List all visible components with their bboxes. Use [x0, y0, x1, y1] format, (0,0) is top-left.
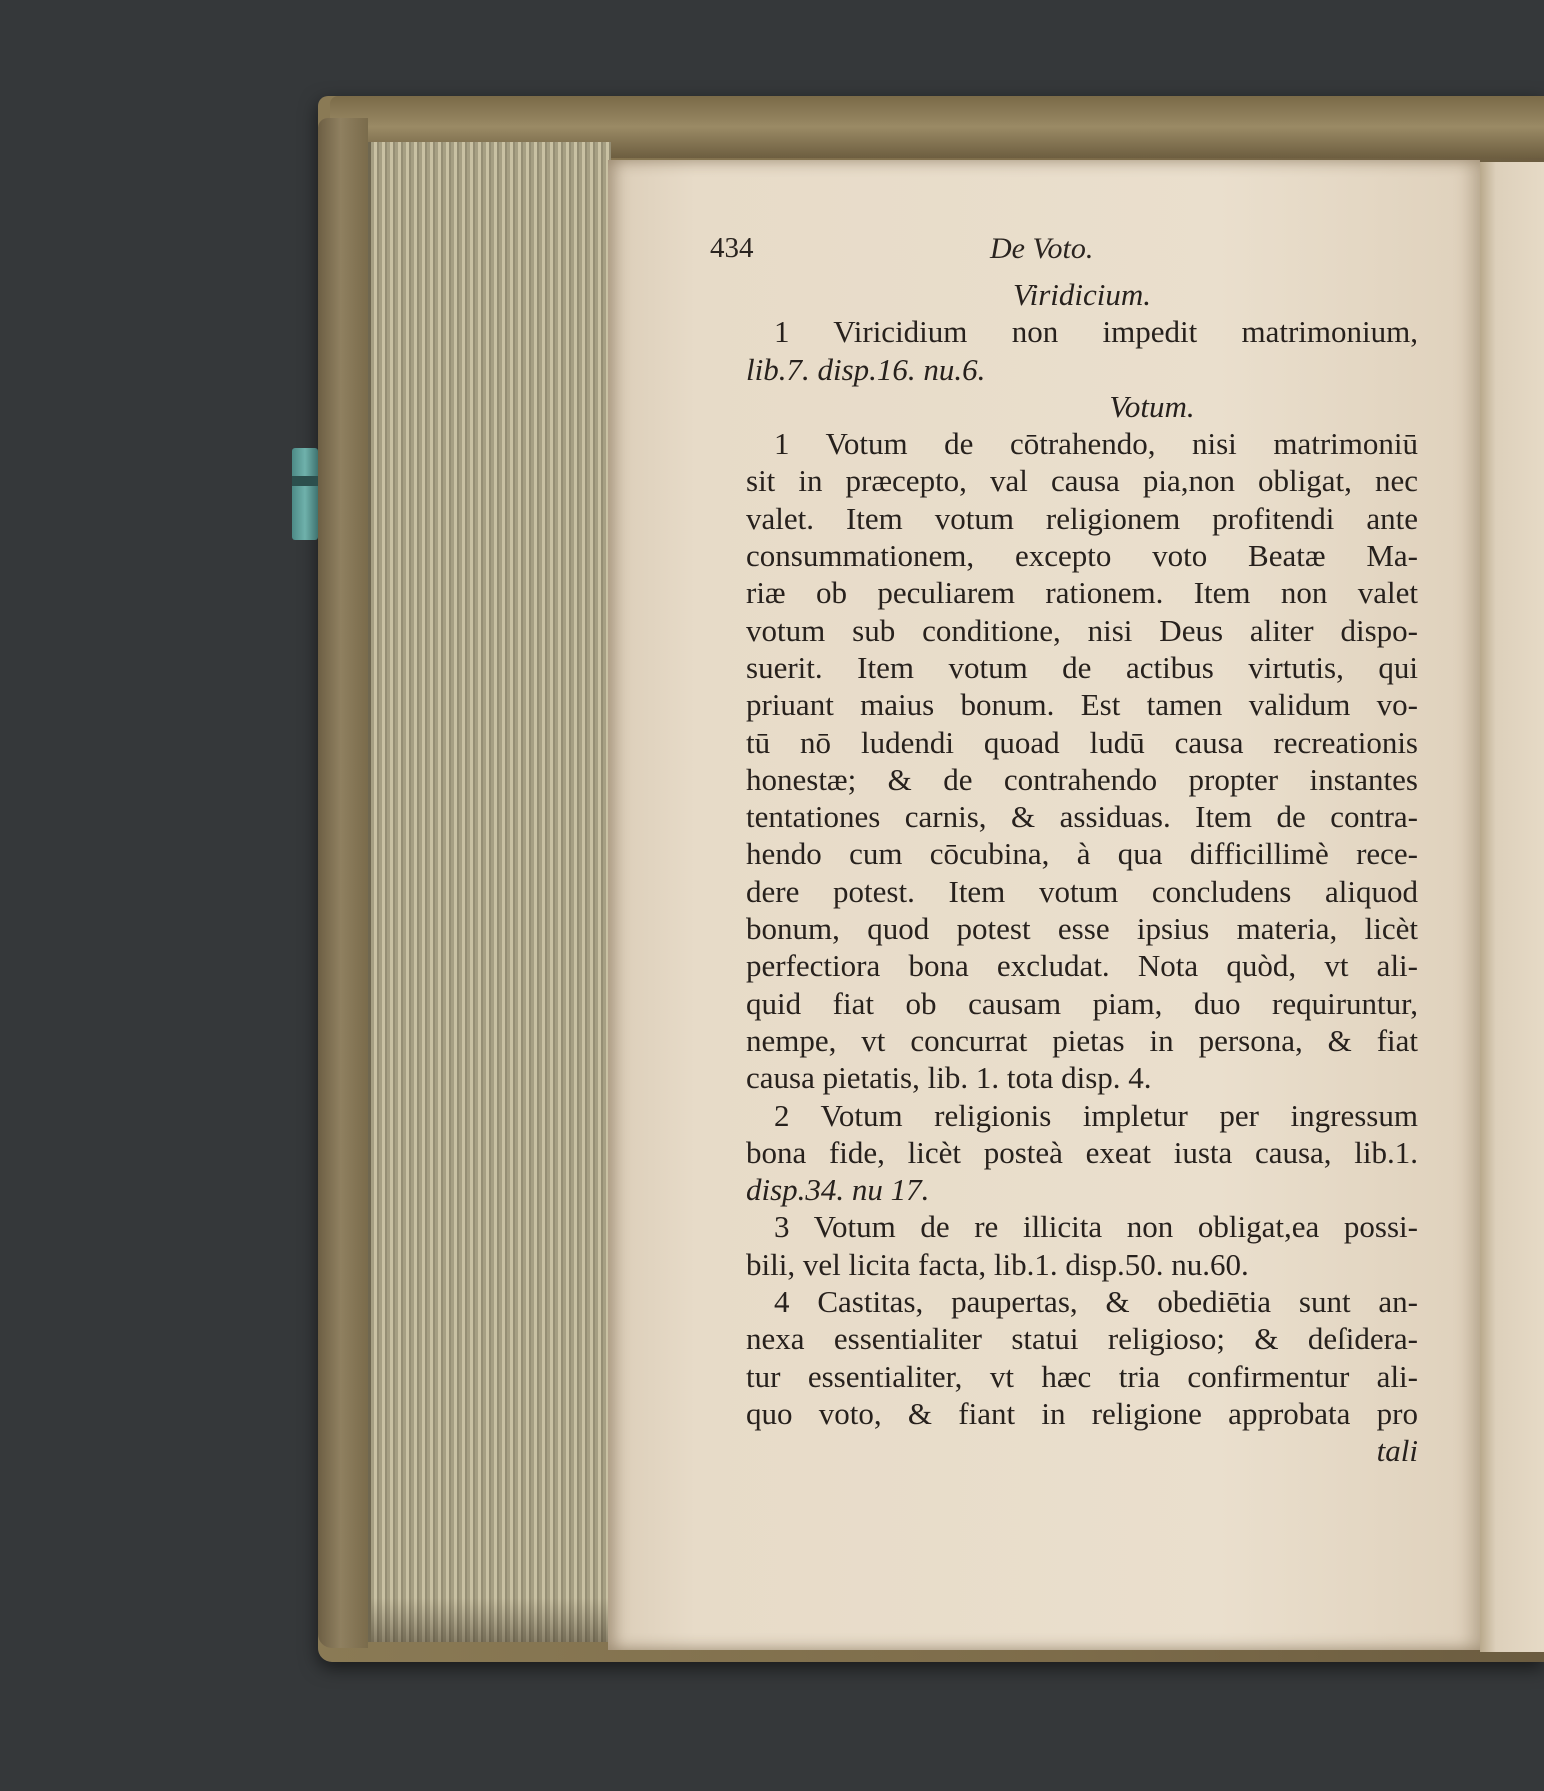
clasp — [292, 448, 318, 540]
text-line: 3 Votum de re illicita non obligat,ea possi- — [774, 1209, 1418, 1245]
section-heading: Viridicium. — [1012, 277, 1152, 312]
text-line: tū nō ludendi quoad ludū causa recreationis — [746, 724, 1418, 760]
page-number: 434 — [710, 232, 754, 264]
section-heading: Votum. — [1109, 388, 1195, 424]
catchword: tali — [1376, 1433, 1418, 1469]
text-line: suerit. Item votum de actibus virtutis, qui — [746, 649, 1418, 685]
text-line: quo voto, & fiant in religione approbata pro — [746, 1395, 1418, 1431]
text-line: disp.34. nu 17. — [746, 1172, 930, 1208]
book-spine — [318, 118, 368, 1648]
text-line: bona fide, licèt posteà exeat iusta causa, lib.1. — [746, 1134, 1418, 1170]
text-line: 2 Votum religionis impletur per ingressum — [774, 1097, 1418, 1133]
text-line: quid fiat ob causam piam, duo requiruntur, — [746, 985, 1418, 1021]
text-line: nexa essentialiter statui religioso; & deſidera- — [746, 1321, 1418, 1357]
text-line: bili, vel licita facta, lib.1. disp.50. nu.60. — [746, 1246, 1249, 1282]
text-line: nempe, vt concurrat pietas in persona, & fiat — [746, 1022, 1418, 1058]
text-line: tur essentialiter, vt hæc tria confirmentur ali- — [746, 1358, 1418, 1394]
text-line: 1 Viricidium non impedit matrimonium, — [774, 314, 1418, 350]
text-line: 1 Votum de cōtrahendo, nisi matrimoniū — [774, 426, 1418, 462]
text-line: sit in præcepto, val causa pia,non obligat, nec — [746, 463, 1418, 499]
text-line: tentationes carnis, & assiduas. Item de contra- — [746, 799, 1418, 835]
text-line: riæ ob peculiarem rationem. Item non valet — [746, 575, 1418, 611]
text-block — [746, 276, 1418, 1470]
text-line: priuant maius bonum. Est tamen validum vo- — [746, 687, 1418, 723]
text-line: consummationem, excepto voto Beatæ Ma- — [746, 538, 1418, 574]
running-title: De Voto. — [990, 232, 1094, 265]
text-line: valet. Item votum religionem profitendi ante — [746, 500, 1418, 536]
text-line: dere potest. Item votum concludens aliquod — [746, 873, 1418, 909]
text-line: 4 Castitas, paupertas, & obediētia sunt an- — [774, 1284, 1418, 1320]
running-head — [710, 232, 1270, 272]
text-line: perfectiora bona excludat. Nota quòd, vt ali- — [746, 948, 1418, 984]
text-line: causa pietatis, lib. 1. tota disp. 4. — [746, 1060, 1152, 1096]
text-line: honestæ; & de contrahendo propter instantes — [746, 761, 1418, 797]
text-line: votum sub conditione, nisi Deus aliter dispo- — [746, 612, 1418, 648]
facing-page-edge — [1480, 162, 1544, 1652]
text-line: bonum, quod potest esse ipsius materia, licèt — [746, 911, 1418, 947]
text-line: lib.7. disp.16. nu.6. — [746, 351, 986, 387]
page-block-edges — [368, 142, 611, 1642]
text-line: hendo cum cōcubina, à qua difficillimè rece- — [746, 836, 1418, 872]
